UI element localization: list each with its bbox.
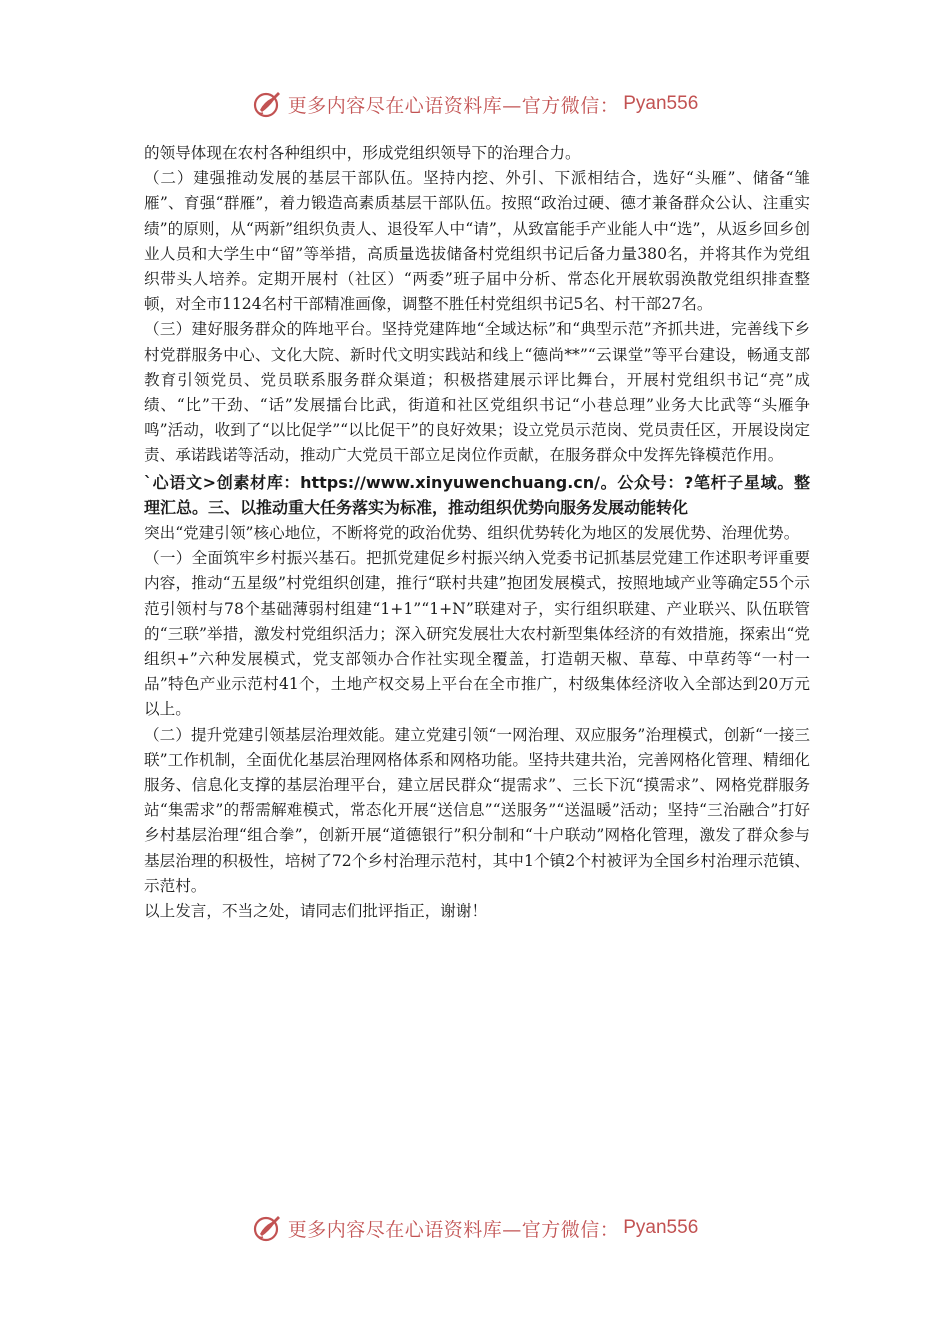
paragraph: （三）建好服务群众的阵地平台。坚持党建阵地“全域达标”和“典型示范”齐抓共进，完善线下乡村党群服务中心、文化大院、新时代文明实践站和线上“德尚**”“云课堂”等平台建设，畅通支部教育引领党员、党员联系服务群众渠道；积极搭建展示评比舞台，开展村党组织书记“亮”成绩、“比”干劲、“话”发展擂台比武，街道和社区党组织书记“小巷总理”业务大比武等“头雁争鸣”活动，收到了“以比促学”“以比促干”的良好效果；设立党员示范岗、党员责任区，开展设岗定责、承诺践诺等活动，推动广大党员干部立足岗位作贡献，在服务群众中发挥先锋模范作用。	[144, 320, 810, 465]
watermark-text: 更多内容尽在心语资料库—官方微信：	[287, 94, 620, 117]
watermark-id: Pyan556	[623, 1217, 699, 1238]
closing-paragraph: 以上发言，不当之处，请同志们批评指正，谢谢！	[144, 902, 488, 921]
watermark-id: Pyan556	[623, 93, 699, 114]
footer-watermark	[0, 1208, 950, 1248]
paragraph: 突出“党建引领”核心地位，不断将党的政治优势、组织优势转化为地区的发展优势、治理优势。	[144, 524, 800, 543]
header-watermark	[0, 84, 950, 124]
watermark-text: 更多内容尽在心语资料库—官方微信：	[287, 1218, 620, 1241]
document-body	[144, 141, 810, 924]
watermark	[252, 88, 699, 120]
brush-logo-icon	[252, 88, 284, 120]
paragraph: （一）全面筑牢乡村振兴基石。把抓党建促乡村振兴纳入党委书记抓基层党建工作述职考评重要内容，推动“五星级”村党组织创建，推行“联村共建”抱团发展模式，按照地域产业等确定55个示范引领村与78个基础薄弱村组建“1+1”“1+N”联建对子，实行组织联建、产业联兴、队伍联管的“三联”举措，激发村党组织活力；深入研究发展壮大农村新型集体经济的有效措施，探索出“党组织+”六种发展模式，党支部领办合作社实现全覆盖，打造朝天椒、草莓、中草药等“一村一品”特色产业示范村41个，土地产权交易上平台在全市推广，村级集体经济收入全部达到20万元以上。	[144, 549, 810, 719]
section-heading: `心语文>创素材库：https://www.xinyuwenchuang.cn/。公众号：?笔杆子星域。整理汇总。三、以推动重大任务落实为标准，推动组织优势向服务发展动能转化	[144, 472, 810, 517]
paragraph: （二）提升党建引领基层治理效能。建立党建引领“一网治理、双应服务”治理模式，创新“一接三联”工作机制，全面优化基层治理网格体系和网格功能。坚持共建共治，完善网格化管理、精细化服务、信息化支撑的基层治理平台，建立居民群众“提需求”、三长下沉“摸需求”、网格党群服务站“集需求”的帮需解难模式，常态化开展“送信息”“送服务”“送温暖”活动；坚持“三治融合”打好乡村基层治理“组合拳”，创新开展“道德银行”积分制和“十户联动”网格化管理，激发了群众参与基层治理的积极性，培树了72个乡村治理示范村，其中1个镇2个村被评为全国乡村治理示范镇、示范村。	[144, 725, 810, 895]
watermark	[252, 1212, 699, 1244]
paragraph: 的领导体现在农村各种组织中，形成党组织领导下的治理合力。	[144, 144, 581, 162]
brush-logo-icon	[252, 1212, 284, 1244]
paragraph: （二）建强推动发展的基层干部队伍。坚持内挖、外引、下派相结合，选好“头雁”、储备“雏雁”、育强“群雁”，着力锻造高素质基层干部队伍。按照“政治过硬、德才兼备群众公认、注重实绩”的原则，从“两新”组织负责人、退役军人中“请”，从致富能手产业能人中“选”，从返乡回乡创业人员和大学生中“留”等举措，高质量选拔储备村党组织书记后备力量380名，并将其作为党组织带头人培养。定期开展村（社区）“两委”班子届中分析、常态化开展软弱涣散党组织排查整顿，对全市1124名村干部精准画像，调整不胜任村党组织书记5名、村干部27名。	[144, 169, 810, 314]
